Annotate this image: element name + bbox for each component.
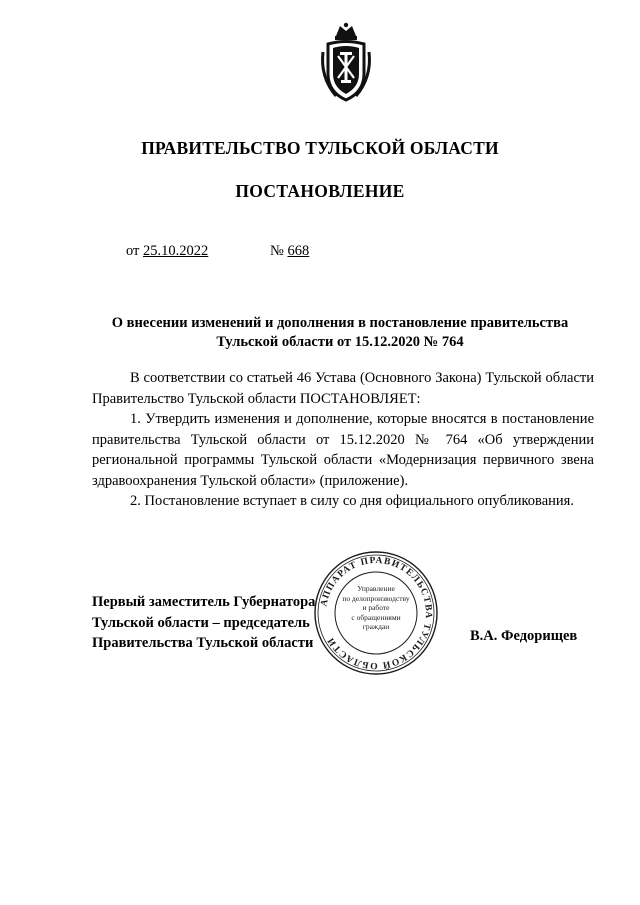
- stamp-line-4: с обращениями: [351, 612, 401, 622]
- document-number: [270, 243, 309, 260]
- date-value: 25.10.2022: [143, 243, 209, 259]
- position-line-1: Первый заместитель Губернатора: [92, 594, 316, 610]
- stamp-line-3: и работе: [362, 603, 390, 612]
- number-prefix: №: [270, 243, 284, 259]
- date-prefix: от: [126, 243, 140, 259]
- position-line-3: Правительства Тульской области: [92, 635, 314, 651]
- document-subject: [60, 314, 620, 352]
- body-item-2: 2. Постановление вступает в силу со дня официального опубликования.: [130, 493, 574, 509]
- signatory-name: В.А. Федорищев: [470, 628, 578, 644]
- stamp-line-1: Управление: [357, 584, 395, 593]
- stamp-center-text: [341, 584, 411, 632]
- subject-line-1: О внесении изменений и дополнения в постановление правительства: [111, 315, 569, 331]
- position-line-2: Тульской области – председатель: [92, 614, 310, 631]
- document-type: ПОСТАНОВЛЕНИЕ: [235, 181, 405, 201]
- body-intro: В соответствии со статьей 46 Устава (Основного Закона) Тульской области Правительство Тульской области ПОСТАНОВЛЯЕТ:: [92, 370, 594, 407]
- stamp-ring-text: АППАРАТ ПРАВИТЕЛЬСТВА ТУЛЬСКОЙ ОБЛАСТИ: [319, 555, 434, 671]
- organization-title: ПРАВИТЕЛЬСТВО ТУЛЬСКОЙ ОБЛАСТИ: [141, 138, 499, 158]
- tula-coat-of-arms-icon: [314, 22, 378, 104]
- signatory-position: [92, 592, 315, 654]
- official-stamp: [313, 550, 439, 676]
- subject-line-2: Тульской области от 15.12.2020 № 764: [216, 334, 464, 350]
- stamp-line-5: граждан: [362, 622, 390, 631]
- body-item-1: 1. Утвердить изменения и дополнение, которые вносятся в постановление правительства Тульской области от 15.12.2020 № 764 «Об утверждении региональной программы Тульской области «Модернизация первичного звена здравоохранения Тульской области» (приложение).: [92, 411, 594, 489]
- number-value: 668: [287, 243, 310, 259]
- stamp-line-2: по делопроизводству: [342, 593, 410, 603]
- document-body: [92, 368, 594, 512]
- document-date: [126, 243, 208, 260]
